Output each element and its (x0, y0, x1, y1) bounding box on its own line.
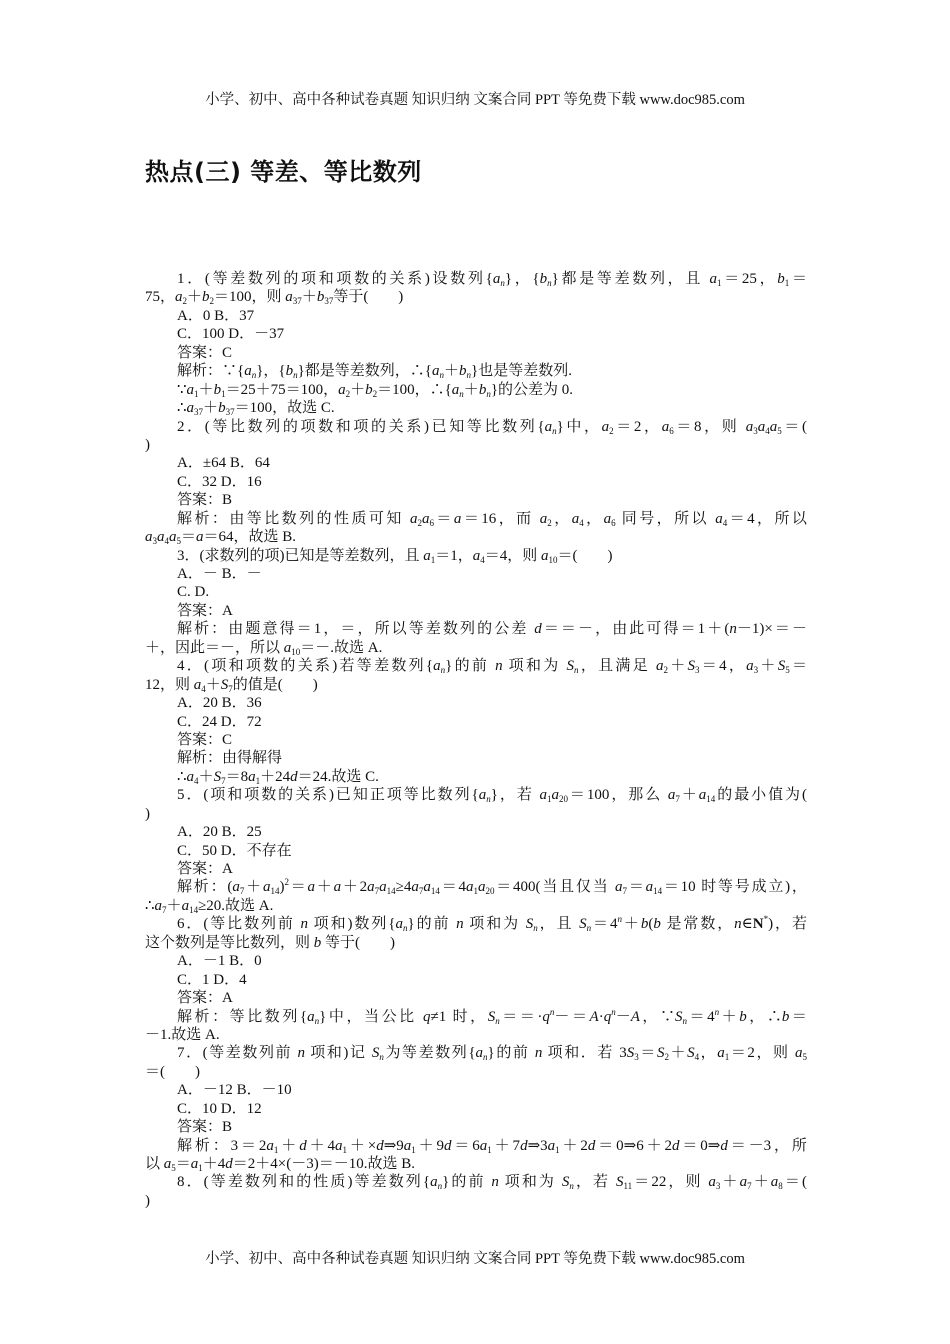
page-header: 小学、初中、高中各种试卷真题 知识归纳 文案合同 PPT 等免费下载 www.doc985.com (205, 92, 745, 108)
text-line: 1．(等差数列的项和项数的关系)设数列$\{a_n\}$，$\{b_n\}$都是等差数列，且 $a_1=25$，$b_1=$ (177, 271, 807, 288)
text-line: 5．(项和项数的关系)已知正项等比数列$\{a_n\}$，若 $a_1a_{20}=100$，那么 $a_7+a_{14}$的最小值为( (177, 787, 807, 805)
text-line: ) (145, 1192, 150, 1209)
text-line: 解析：$3=2a_1+d+4a_1+\times d\Rightarrow 9a_1+9d=6a_1+7d\Rightarrow 3a_1+2d=0\Rightarrow 6+2d=0\Rightarrow d=-3$，所 (177, 1137, 807, 1155)
document-body (145, 270, 807, 1210)
text-line: 12，则 $a_4+S_7$的值是( ) (145, 676, 318, 694)
text-line: $a_3a_4a_5=a=64$，故选 B. (145, 529, 297, 547)
text-line: $\therefore a_{37}+b_{37}=100$，故选 C. (177, 400, 335, 418)
text-line: A．－1 B．0 (177, 953, 262, 970)
text-line: C．1 D．4 (177, 971, 247, 988)
text-line: 答案：B (177, 492, 233, 509)
text-line: －1.故选 A. (145, 1026, 220, 1043)
text-line: C．50 D．不存在 (177, 842, 292, 859)
text-line: 答案：C (177, 344, 233, 361)
text-line: 以 $a_5=a_1+4d=2+4\times(-3)=-10$.故选 B. (145, 1156, 416, 1173)
text-line: 答案：B (177, 1119, 233, 1136)
text-line: $\because a_1+b_1=25+75=100$，$a_2+b_2=100$，$\therefore\{a_n+b_n\}$的公差为 0. (177, 381, 574, 399)
text-line: 7．(等差数列前 n 项和)记 $S_n$为等差数列$\{a_n\}$的前 n 项和．若 $3S_3=S_2+S_4$，$a_1=2$，则 $a_5$ (177, 1045, 807, 1063)
text-line: 6．(等比数列前 n 项和)数列$\{a_n\}$的前 n 项和为 $S_n$，且 $S_n=4^n+b(b$ 是常数，n∈N*)，若 (177, 914, 807, 934)
text-line: C．10 D．12 (177, 1100, 262, 1117)
text-line: 答案：C (177, 731, 233, 748)
text-line: A．20 B．36 (177, 695, 262, 712)
text-line: C．24 D．72 (177, 713, 262, 730)
page-title: 热点(三) 等差、等比数列 (145, 158, 422, 186)
text-line: C. D. (177, 584, 210, 601)
text-line: 75，$a_2+b_2=100$，则 $a_{37}+b_{37}$等于( ) (145, 289, 404, 307)
text-line: 解析：$\because\{a_n\}$，$\{b_n\}$都是等差数列，$\therefore\{a_n+b_n\}$也是等差数列. (177, 363, 572, 381)
text-line: 解析：由等比数列的性质可知 $a_2a_6=a=16$，而 $a_2$，$a_4$，$a_6$ 同号，所以 $a_4=4$，所以 (177, 510, 807, 528)
text-line: 答案：A (177, 861, 233, 877)
text-line: A．±64 B．64 (177, 455, 270, 472)
text-line: C．100 D．－37 (177, 326, 285, 343)
text-line: $\therefore a_7+a_{14}\ge 20$.故选 A. (145, 897, 274, 915)
text-line: 答案：A (177, 990, 233, 1007)
text-line: ＝( ) (145, 1063, 200, 1080)
text-line: 解析：等比数列$\{a_n\}$中，当公比 q≠1 时，$S_n==\cdot q^n-=A\cdot q^n-A$，$\because S_n=4^n+b$，∴b＝ (177, 1006, 807, 1026)
text-line: ) (145, 805, 150, 822)
text-line: 8．(等差数列和的性质)等差数列$\{a_n\}$的前 n 项和为 $S_n$，若 $S_{11}=22$，则 $a_3+a_7+a_8=$( (177, 1174, 807, 1192)
text-line: ＋，因此＝－，所以 $a_{10}=-$.故选 A. (145, 639, 383, 657)
text-line: 这个数列是等比数列，则 b 等于( ) (145, 934, 396, 951)
text-line: 解析：由题意得＝1，＝，所以等差数列的公差 d＝＝－，由此可得＝1＋(n－1)×＝－ (177, 621, 807, 638)
text-line: A．0 B．37 (177, 307, 255, 324)
text-line: ) (145, 436, 150, 453)
text-line: 答案：A (177, 602, 233, 619)
text-line: 2．(等比数列的项数和项的关系)已知等比数列$\{a_n\}$中，$a_2=2$，$a_6=8$，则 $a_3a_4a_5=$( (177, 418, 807, 436)
text-line: 解析：$(a_7+a_{14})^2=a+a+2a_7a_{14}\ge 4a_7a_{14}=4a_1a_{20}=400$(当且仅当 $a_7=a_{14}=10$ 时等号成立)， (177, 877, 807, 897)
text-line: $\therefore a_4+S_7=8a_1+24d=24$.故选 C. (177, 768, 379, 786)
text-line: C．32 D．16 (177, 473, 262, 490)
text-line: 4．(项和项数的关系)若等差数列$\{a_n\}$的前 n 项和为 $S_n$，且满足 $a_2+S_3=4$，$a_3+S_5=$ (177, 658, 807, 676)
text-line: 解析：由得解得 (177, 750, 283, 767)
text-line: A．－12 B．－10 (177, 1082, 292, 1099)
text-line: 3．(求数列的项)已知是等差数列，且 $a_1=1$，$a_4=4$，则 $a_{10}=$( ) (177, 547, 613, 565)
text-line: A．－ B．－ (177, 566, 262, 582)
page-footer: 小学、初中、高中各种试卷真题 知识归纳 文案合同 PPT 等免费下载 www.doc985.com (205, 1251, 745, 1267)
text-line: A．20 B．25 (177, 824, 262, 841)
